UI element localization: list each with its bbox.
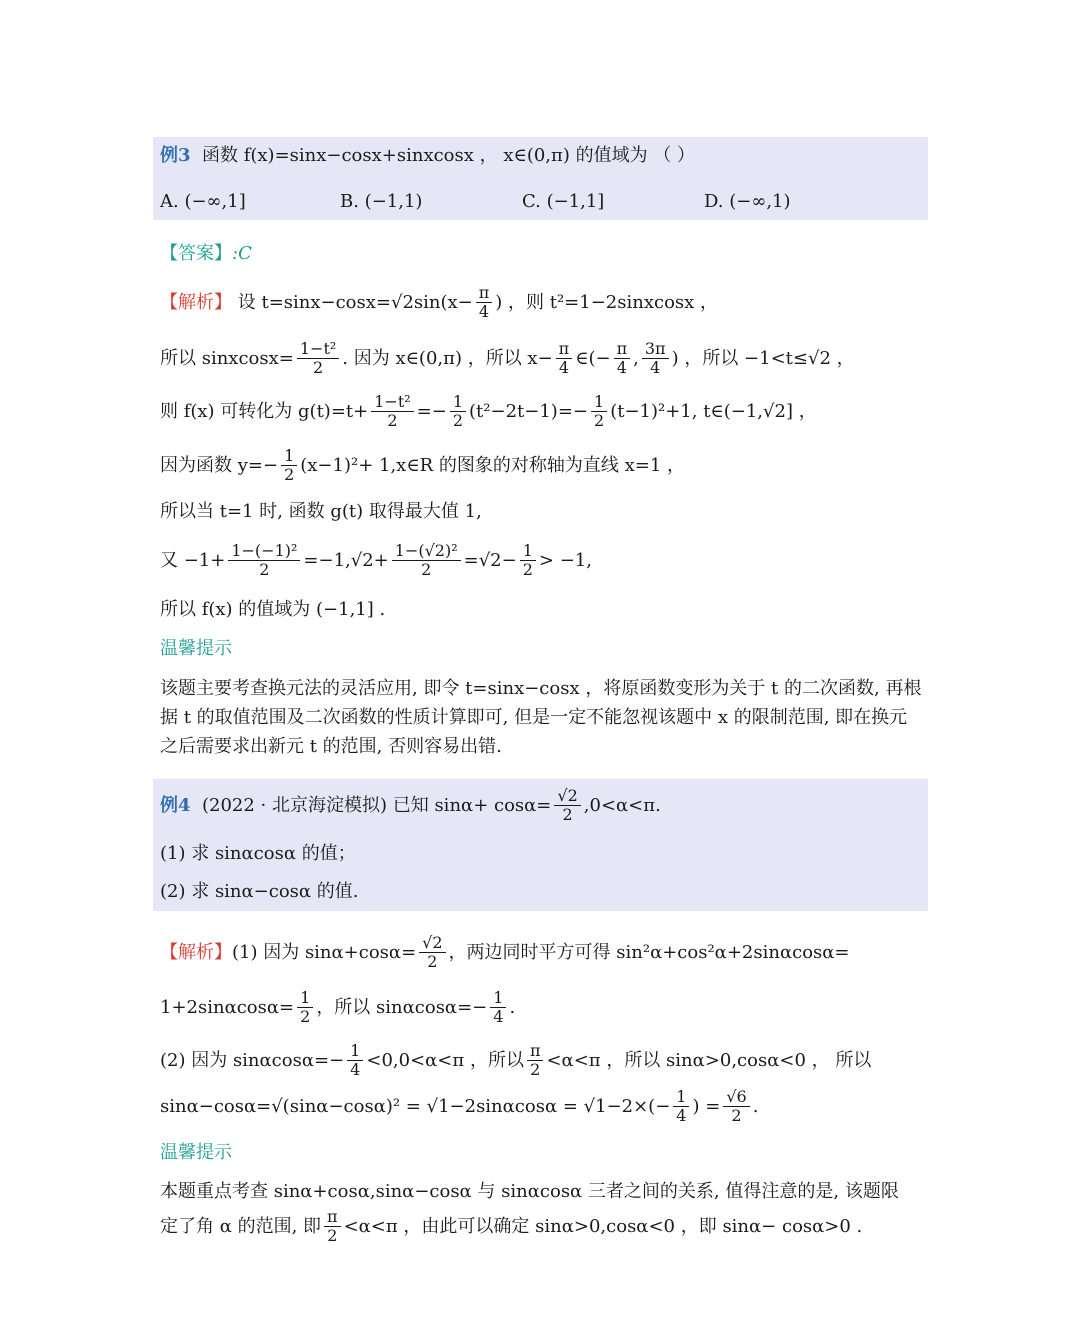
solution-3-line-1 (160, 284, 718, 322)
fraction: $\frac{3\pi}{4}$ (642, 340, 669, 378)
option-c: C. (−1,1] (522, 191, 605, 212)
answer-line (160, 245, 252, 263)
s3-l2e: ) ，所以 −1<t≤√2 ， (671, 347, 855, 369)
example-4-question-2: (2) 求 sinα−cosα 的值. (160, 881, 359, 902)
s3-l6b: =−1,√2+ (303, 549, 389, 571)
fraction: $\frac{1}{2}$ (450, 393, 466, 431)
s3-l3a: 则 f(x) 可转化为 g(t)=t+ (160, 400, 369, 422)
fraction: $\frac{\pi}{4}$ (476, 284, 493, 322)
s3-l3b: =− (416, 400, 447, 422)
tip-2-title: 温馨提示 (160, 1142, 232, 1163)
s3-l2c: ∈(− (575, 347, 611, 369)
s3-l1a: 设 t=sinx−cosx=√2sin(x− (237, 291, 473, 313)
solution-4-line-4 (160, 1088, 758, 1126)
solution-3-line-4 (160, 447, 685, 485)
solution-4-line-3 (160, 1042, 871, 1080)
fraction: $\frac{1}{2}$ (591, 393, 607, 431)
s3-l6d: > −1, (538, 549, 592, 571)
solution-3-line-5: 所以当 t=1 时, 函数 g(t) 取得最大值 1, (160, 501, 482, 522)
s3-l2a: 所以 sinxcosx= (160, 347, 294, 369)
example-4-text-a: (2022 · 北京海淀模拟) 已知 sinα+ cosα= (201, 794, 552, 816)
fraction: $\frac{√2}{2}$ (554, 787, 580, 825)
answer-label: 【答案】 (160, 243, 232, 264)
fraction: $\frac{\pi}{2}$ (527, 1042, 544, 1080)
fraction: $\frac{1}{4}$ (673, 1088, 689, 1126)
option-a: A. (−∞,1] (160, 191, 246, 212)
s3-l3d: (t−1)²+1, t∈(−1,√2] ， (610, 400, 817, 422)
fraction: $\frac{1}{4}$ (347, 1042, 363, 1080)
s4-l1a: (1) 因为 sinα+cosα= (232, 941, 417, 963)
fraction: $\frac{\text{1−t²}}{2}$ (297, 340, 339, 378)
tip-2-line-1: 本题重点考查 sinα+cosα,sinα−cosα 与 sinαcosα 三者之间的关系, 值得注意的是, 该题限 (160, 1181, 899, 1202)
example-3-text: 函数 f(x)=sinx−cosx+sinxcosx ， x∈(0,π) 的值域为 （ ） (201, 145, 696, 166)
s4-l4c: . (752, 1095, 759, 1117)
fraction: $\frac{1}{2}$ (520, 542, 536, 580)
solution-4-line-2 (160, 989, 515, 1027)
example-4-line (160, 787, 661, 825)
s4-l3c: <α<π ，所以 sinα>0,cosα<0 ， 所以 (546, 1049, 872, 1071)
s3-l4b: (x−1)²+ 1,x∈R 的图象的对称轴为直线 x=1 ， (300, 454, 686, 476)
solution-4-line-1 (160, 934, 850, 972)
fraction: $\frac{\pi}{2}$ (324, 1208, 341, 1246)
s3-l1b: ) ，则 t²=1−2sinxcosx ， (495, 291, 719, 313)
fraction: $\frac{\text{1−t²}}{2}$ (371, 393, 413, 431)
s3-l6a: 又 −1+ (160, 549, 226, 571)
tip-2-line-2 (160, 1208, 862, 1246)
s3-l3c: (t²−2t−1)=− (469, 400, 588, 422)
fraction: $\frac{1}{4}$ (490, 989, 506, 1027)
s3-l2b: . 因为 x∈(0,π) ，所以 x− (342, 347, 553, 369)
example-4-text-b: ,0<α<π. (583, 794, 661, 816)
s4-l2b: ，所以 sinαcosα=− (316, 996, 488, 1018)
answer-value: :C (232, 243, 252, 264)
s4-l3b: <0,0<α<π ，所以 (366, 1049, 524, 1071)
example-4-question-1: (1) 求 sinαcosα 的值； (160, 843, 356, 864)
tip-1-text: 该题主要考查换元法的灵活应用, 即令 t=sinx−cosx ，将原函数变形为关于 t 的二次函数, 再根据 t 的取值范围及二次函数的性质计算即可, 但是一定不能忽视该题中 x 的限制范围, 即在换元之后需要求出新元 t 的范围, 否则容易出错. (160, 678, 922, 757)
example-4-label: 例4 (160, 794, 191, 816)
fraction: $\frac{\text{1−(−1)²}}{2}$ (228, 542, 300, 580)
option-b: B. (−1,1) (340, 191, 423, 212)
s3-l4a: 因为函数 y=− (160, 454, 279, 476)
solution-3-line-6 (160, 542, 592, 580)
fraction: $\frac{1}{2}$ (281, 447, 297, 485)
example-3-question (160, 147, 695, 165)
s4-l1b: ，两边同时平方可得 sin²α+cos²α+2sinαcosα= (448, 941, 850, 963)
fraction: $\frac{1}{2}$ (297, 989, 313, 1027)
s4-l2a: 1+2sinαcosα= (160, 996, 295, 1018)
solution-3-line-2 (160, 340, 855, 378)
s4-l2c: . (509, 996, 516, 1018)
s4-l4b: ) = (692, 1095, 721, 1117)
solution-3-line-3 (160, 393, 817, 431)
solution-3-line-7: 所以 f(x) 的值域为 (−1,1] . (160, 599, 386, 620)
fraction: $\frac{√6}{2}$ (723, 1088, 749, 1126)
s3-l6c: =√2− (463, 549, 517, 571)
solution-3-label: 【解析】 (160, 291, 232, 313)
tip-2-l2a: 定了角 α 的范围, 即 (160, 1215, 322, 1237)
option-d: D. (−∞,1) (704, 191, 791, 212)
fraction: $\frac{\pi}{4}$ (614, 340, 631, 378)
fraction: $\frac{√2}{2}$ (419, 934, 445, 972)
s4-l3a: (2) 因为 sinαcosα=− (160, 1049, 345, 1071)
tip-2-l2b: <α<π ，由此可以确定 sinα>0,cosα<0 ，即 sinα− cosα>0 . (343, 1215, 863, 1237)
tip-1-title: 温馨提示 (160, 638, 232, 659)
solution-4-label: 【解析】 (160, 941, 232, 963)
example-3-label: 例3 (160, 145, 191, 166)
fraction: $\frac{\pi}{4}$ (556, 340, 573, 378)
s3-l2d: , (633, 347, 639, 369)
s4-l4a: sinα−cosα=√(sinα−cosα)² = √1−2sinαcosα = √1−2×(− (160, 1095, 671, 1117)
fraction: $\frac{\text{1−(√2)²}}{2}$ (392, 542, 461, 580)
